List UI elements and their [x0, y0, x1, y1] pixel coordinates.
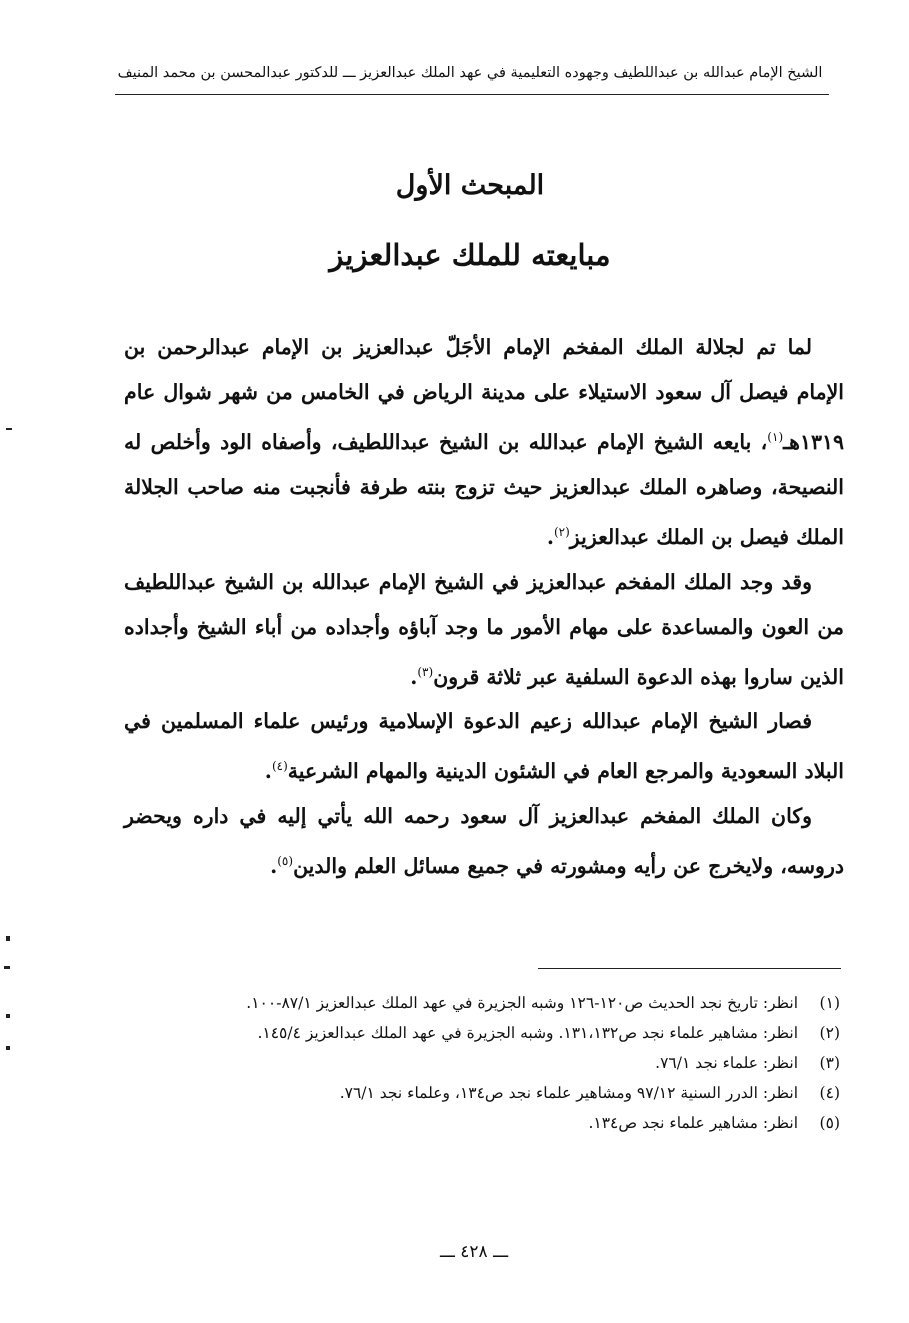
body-text	[124, 325, 844, 889]
footnote-ref: (٢)	[553, 524, 570, 539]
section-title: المبحث الأول	[395, 170, 545, 201]
scan-mark	[6, 1046, 10, 1050]
footnote-text: انظر: مشاهير علماء نجد ص١٣١،١٣٢. وشبه الجزيرة في عهد الملك عبدالعزيز ١٤٥/٤.	[257, 1024, 798, 1042]
footnote-ref: (٥)	[277, 854, 294, 869]
footnote-number: (٤)	[819, 1084, 840, 1102]
scan-mark	[6, 1014, 10, 1018]
paragraph: وكان الملك المفخم عبدالعزيز آل سعود رحمه الله يأتي إليه في داره ويحضر دروسه، ولايخرج عن رأيه ومشورته في جميع مسائل العلم والدين$^{(٥)}$.	[124, 804, 844, 879]
footnote-number: (٣)	[819, 1054, 840, 1072]
running-header: الشيخ الإمام عبدالله بن عبداللطيف وجهوده التعليمية في عهد الملك عبدالعزيز ـــ للدكتور عبدالمحسن بن محمد المنيف	[117, 65, 823, 81]
scan-mark	[6, 936, 10, 941]
footnote-number: (٢)	[819, 1024, 840, 1042]
scan-mark	[6, 428, 12, 430]
footnote-text: انظر: مشاهير علماء نجد ص١٣٤.	[588, 1114, 798, 1132]
footnotes	[128, 988, 840, 1138]
footnote-ref: (٤)	[271, 759, 288, 774]
footnote	[128, 1048, 840, 1078]
footnote	[128, 1018, 840, 1048]
footnote-ref: (٣)	[417, 664, 434, 679]
scan-mark	[4, 966, 10, 969]
header-divider	[115, 94, 829, 95]
footnote	[128, 988, 840, 1018]
footnote-text: انظر: تاريخ نجد الحديث ص١٢٠-١٢٦ وشبه الجزيرة في عهد الملك عبدالعزيز ٨٧/١-١٠٠.	[246, 994, 798, 1012]
footnote	[128, 1078, 840, 1108]
footnote-ref: (١)	[767, 430, 784, 444]
paragraph: لما تم لجلالة الملك المفخم الإمام الأجَلّ عبدالعزيز بن الإمام عبدالرحمن بن الإمام فيصل آل سعود الاستيلاء على مدينة الرياض في الخامس من شهر شوال عام ١٣١٩هـ$^{(١)}$، بايعه الشيخ الإمام عبدالله بن الشيخ عبداللطيف، وأصفاه الود وأخلص له النصيحة، وصاهره الملك عبدالعزيز حيث تزوج بنته طرفة فأنجبت منه صاحب الجلالة الملك فيصل بن الملك عبدالعزيز$^{(٢)}$.	[124, 335, 844, 549]
footnote-text: انظر: علماء نجد ٧٦/١.	[655, 1054, 798, 1072]
paragraph: فصار الشيخ الإمام عبدالله زعيم الدعوة الإسلامية ورئيس علماء المسلمين في البلاد السعودية والمرجع العام في الشئون الدينية والمهام الشرعية$^{(٤)}$.	[124, 709, 844, 784]
section-subtitle: مبايعته للملك عبدالعزيز	[329, 238, 611, 272]
footnote	[128, 1108, 840, 1138]
footnote-text: انظر: الدرر السنية ٩٧/١٢ ومشاهير علماء نجد ص١٣٤، وعلماء نجد ٧٦/١.	[339, 1084, 798, 1102]
footnote-number: (٥)	[819, 1114, 840, 1132]
paragraph: وقد وجد الملك المفخم عبدالعزيز في الشيخ الإمام عبدالله بن الشيخ عبداللطيف من العون والمساعدة على مهام الأمور ما وجد آباؤه وأجداده من أباء الشيخ وأجداده الذين ساروا بهذه الدعوة السلفية عبر ثلاثة قرون$^{(٣)}$.	[124, 569, 844, 689]
page-number: ـــ ٤٢٨ ـــ	[439, 1242, 509, 1262]
footnote-divider	[538, 968, 841, 969]
footnote-number: (١)	[819, 994, 840, 1012]
